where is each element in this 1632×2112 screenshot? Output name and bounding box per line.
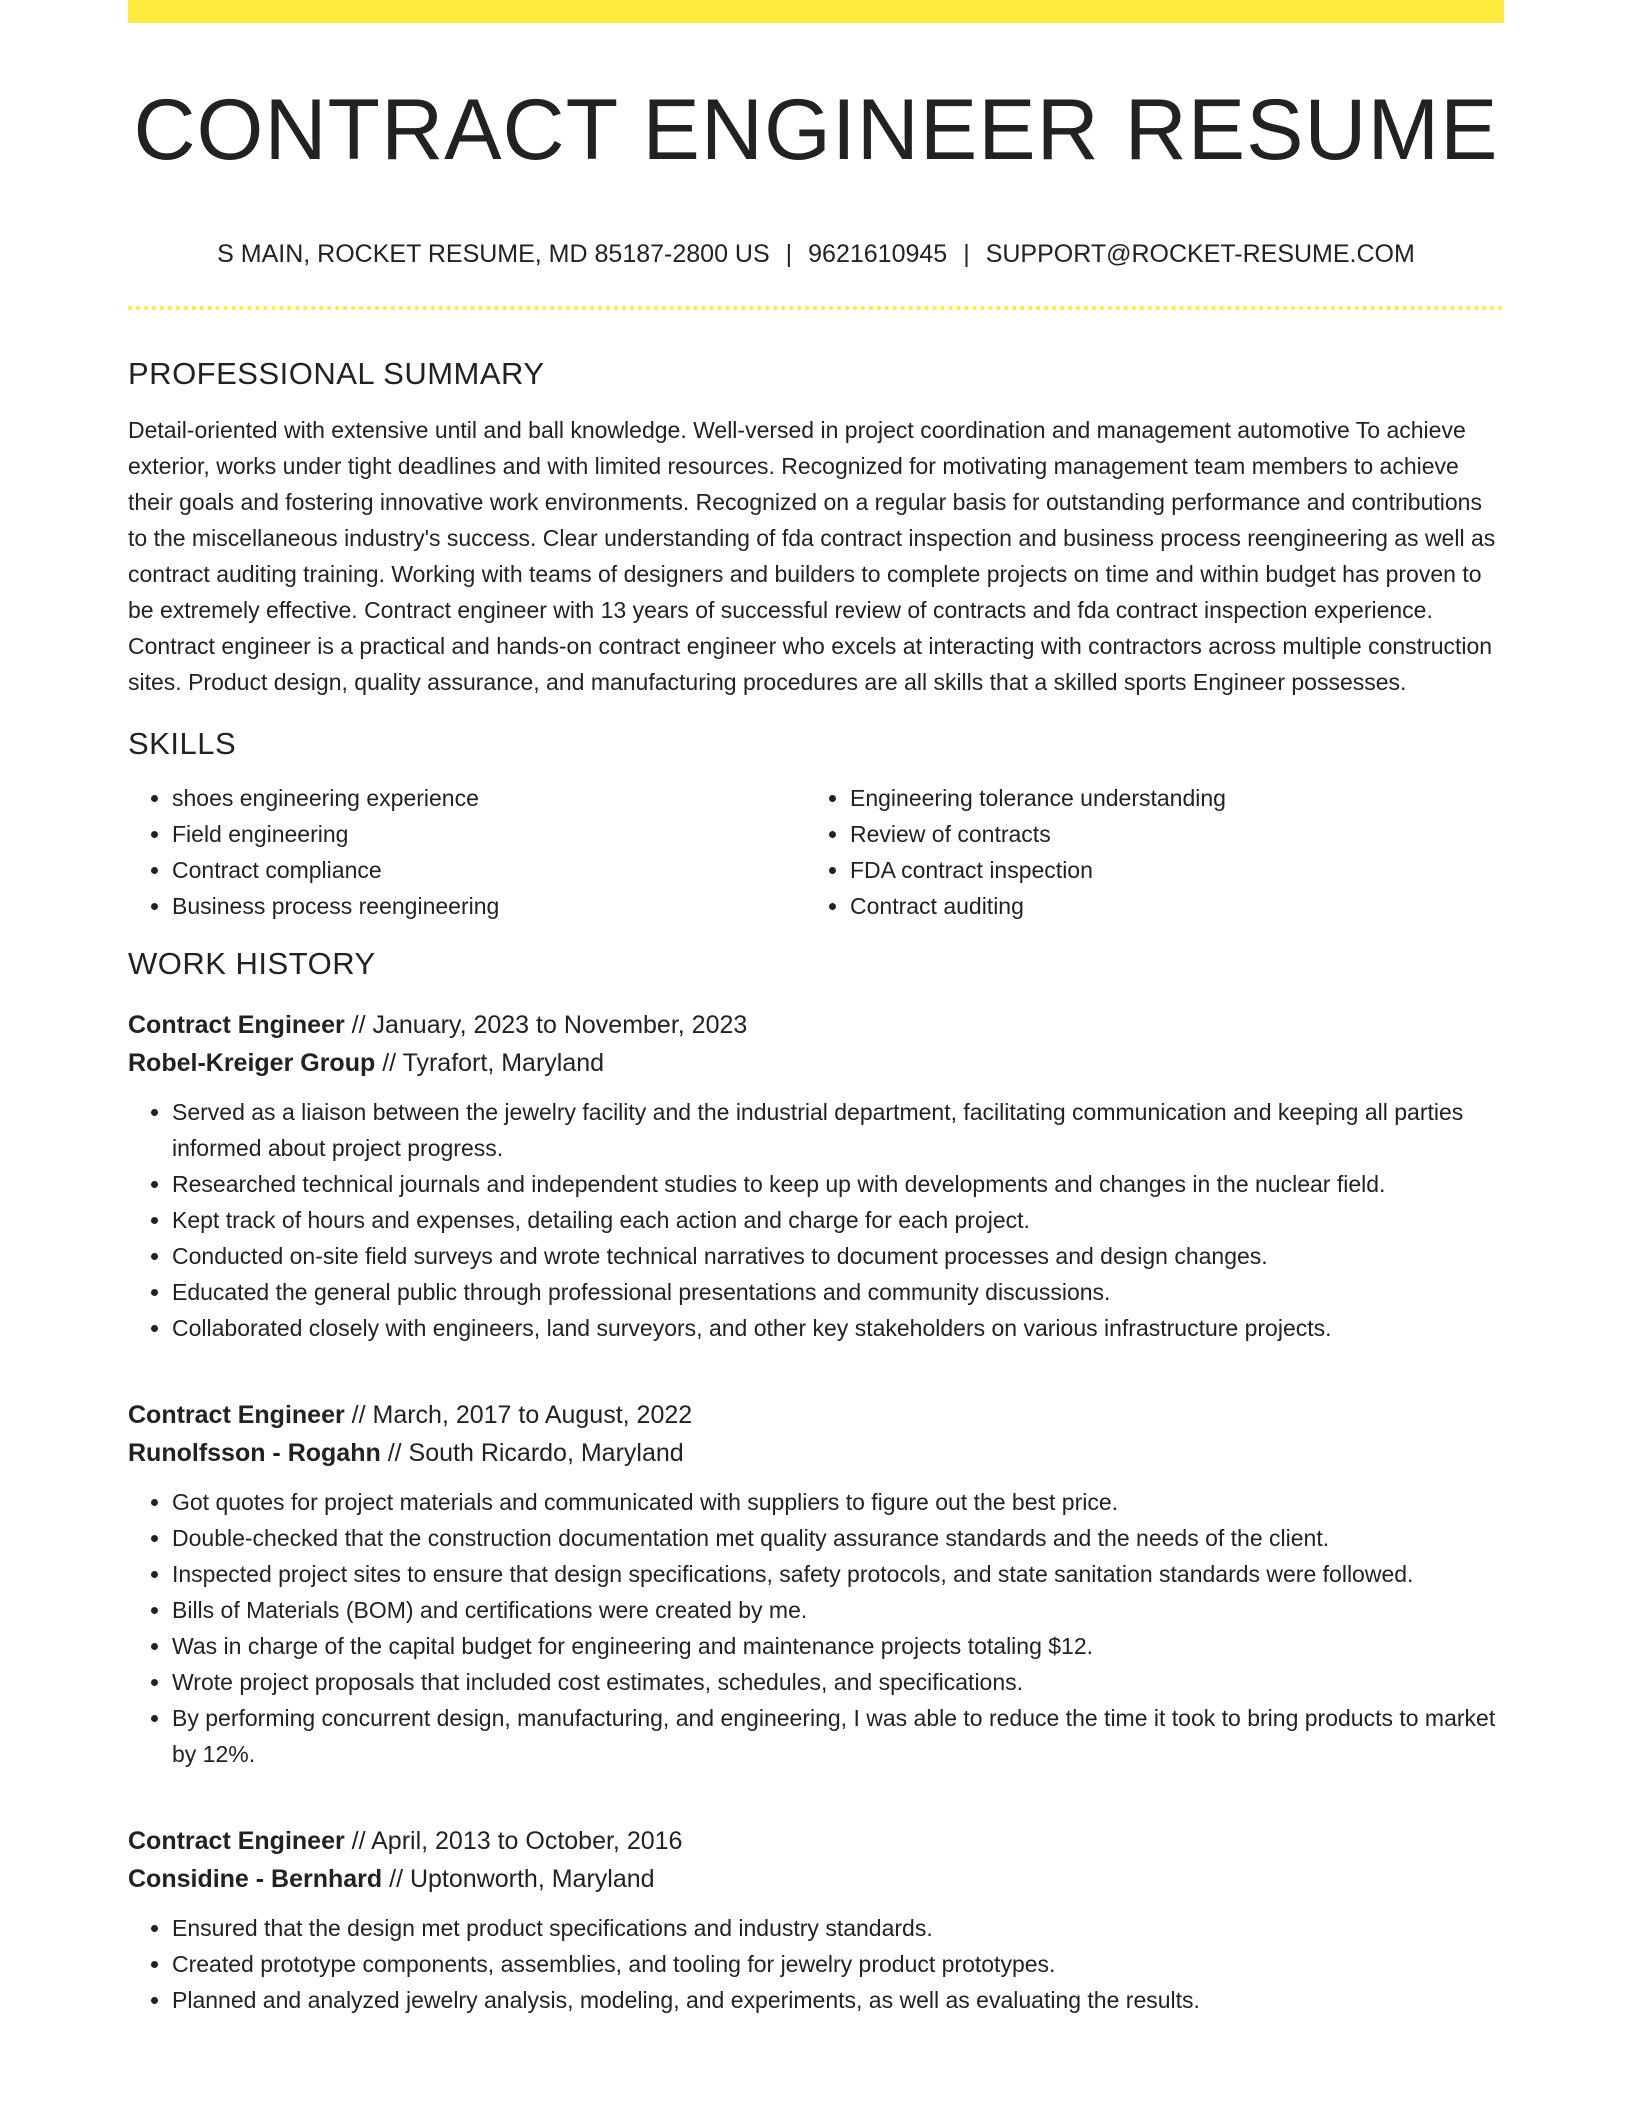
contact-email: SUPPORT@ROCKET-RESUME.COM	[985, 240, 1415, 268]
skill-item: • FDA contract inspection	[850, 852, 1484, 888]
contact-address: S MAIN, ROCKET RESUME, MD 85187-2800 US	[217, 240, 770, 268]
job-entry	[128, 1006, 1504, 1346]
job-bullets	[128, 1910, 1504, 2018]
resume-title: CONTRACT ENGINEER RESUME	[133, 82, 1499, 178]
job-bullet: • Conducted on-site field surveys and wrote technical narratives to document processes and design changes.	[172, 1238, 1504, 1274]
job-spacer	[128, 1346, 1504, 1376]
job-company-line	[128, 1044, 1504, 1082]
job-company: Considine - Bernhard	[128, 1865, 383, 1893]
job-company-line	[128, 1860, 1504, 1898]
skill-item: • Review of contracts	[850, 816, 1484, 852]
job-entry	[128, 1396, 1504, 1772]
skill-item: • shoes engineering experience	[172, 780, 806, 816]
skills-column-right	[806, 780, 1484, 924]
resume-body	[128, 352, 1504, 2018]
job-title-line	[128, 1396, 1504, 1434]
job-bullet: • Bills of Materials (BOM) and certifications were created by me.	[172, 1592, 1504, 1628]
job-bullet: • Inspected project sites to ensure that design specifications, safety protocols, and state sanitation standards were followed.	[172, 1556, 1504, 1592]
skill-item: • Field engineering	[172, 816, 806, 852]
job-location: // South Ricardo, Maryland	[387, 1439, 684, 1467]
job-dates: // January, 2023 to November, 2023	[351, 1011, 748, 1039]
job-company-line	[128, 1434, 1504, 1472]
skills-heading: SKILLS	[128, 726, 237, 761]
contact-separator: |	[963, 240, 970, 268]
skills-column-left	[128, 780, 806, 924]
job-bullet: • Planned and analyzed jewelry analysis, modeling, and experiments, as well as evaluating the results.	[172, 1982, 1504, 2018]
header-divider	[128, 306, 1504, 310]
job-bullet: • Wrote project proposals that included cost estimates, schedules, and specifications.	[172, 1664, 1504, 1700]
skill-item: • Contract auditing	[850, 888, 1484, 924]
contact-phone: 9621610945	[808, 240, 948, 268]
job-company: Robel-Kreiger Group	[128, 1049, 376, 1077]
job-location: // Uptonworth, Maryland	[389, 1865, 655, 1893]
work-history-section	[128, 942, 1504, 2018]
job-bullet: • Double-checked that the construction documentation met quality assurance standards and the needs of the client.	[172, 1520, 1504, 1556]
job-bullet: • Got quotes for project materials and communicated with suppliers to figure out the best price.	[172, 1484, 1504, 1520]
job-title: Contract Engineer	[128, 1401, 345, 1429]
job-dates: // March, 2017 to August, 2022	[351, 1401, 693, 1429]
skill-item: • Engineering tolerance understanding	[850, 780, 1484, 816]
job-bullet: • Researched technical journals and independent studies to keep up with developments and changes in the nuclear field.	[172, 1166, 1504, 1202]
job-title-line	[128, 1822, 1504, 1860]
job-bullet: • Created prototype components, assemblies, and tooling for jewelry product prototypes.	[172, 1946, 1504, 1982]
job-title-line	[128, 1006, 1504, 1044]
job-title: Contract Engineer	[128, 1827, 345, 1855]
job-company: Runolfsson - Rogahn	[128, 1439, 381, 1467]
contact-separator: |	[785, 240, 793, 268]
contact-line	[128, 236, 1504, 272]
accent-bar	[128, 0, 1504, 23]
job-bullets	[128, 1484, 1504, 1772]
skill-item: • Business process reengineering	[172, 888, 806, 924]
job-spacer	[128, 1772, 1504, 1802]
job-entry	[128, 1822, 1504, 2018]
summary-section	[128, 352, 1504, 700]
skills-list	[128, 780, 1504, 924]
job-dates: // April, 2013 to October, 2016	[351, 1827, 683, 1855]
job-bullet: • By performing concurrent design, manufacturing, and engineering, I was able to reduce the time it took to bring products to market by 12%.	[172, 1700, 1504, 1772]
skills-section	[128, 722, 1504, 924]
job-title: Contract Engineer	[128, 1011, 345, 1039]
summary-text: Detail-oriented with extensive until and ball knowledge. Well-versed in project coordination and management automotive To achieve exterior, works under tight deadlines and with limited resources. Recognized for motivating management team members to achieve their goals and fostering innovative work environments. Recognized on a regular basis for outstanding performance and contributions to the miscellaneous industry's success. Clear understanding of fda contract inspection and business process reengineering as well as contract auditing training. Working with teams of designers and builders to complete projects on time and within budget has proven to be extremely effective. Contract engineer with 13 years of successful review of contracts and fda contract inspection experience. Contract engineer is a practical and hands-on contract engineer who excels at interacting with contractors across multiple construction sites. Product design, quality assurance, and manufacturing procedures are all skills that a skilled sports Engineer possesses.	[128, 417, 1496, 695]
skill-item: • Contract compliance	[172, 852, 806, 888]
job-bullet: • Kept track of hours and expenses, detailing each action and charge for each project.	[172, 1202, 1504, 1238]
job-location: // Tyrafort, Maryland	[382, 1049, 605, 1077]
job-bullet: • Served as a liaison between the jewelry facility and the industrial department, facilitating communication and keeping all parties informed about project progress.	[172, 1094, 1504, 1166]
job-bullets	[128, 1094, 1504, 1346]
work-history-heading: WORK HISTORY	[128, 946, 376, 981]
job-bullet: • Educated the general public through professional presentations and community discussions.	[172, 1274, 1504, 1310]
summary-heading: PROFESSIONAL SUMMARY	[128, 356, 545, 391]
job-bullet: • Collaborated closely with engineers, land surveyors, and other key stakeholders on various infrastructure projects.	[172, 1310, 1504, 1346]
job-bullet: • Ensured that the design met product specifications and industry standards.	[172, 1910, 1504, 1946]
job-bullet: • Was in charge of the capital budget for engineering and maintenance projects totaling $12.	[172, 1628, 1504, 1664]
